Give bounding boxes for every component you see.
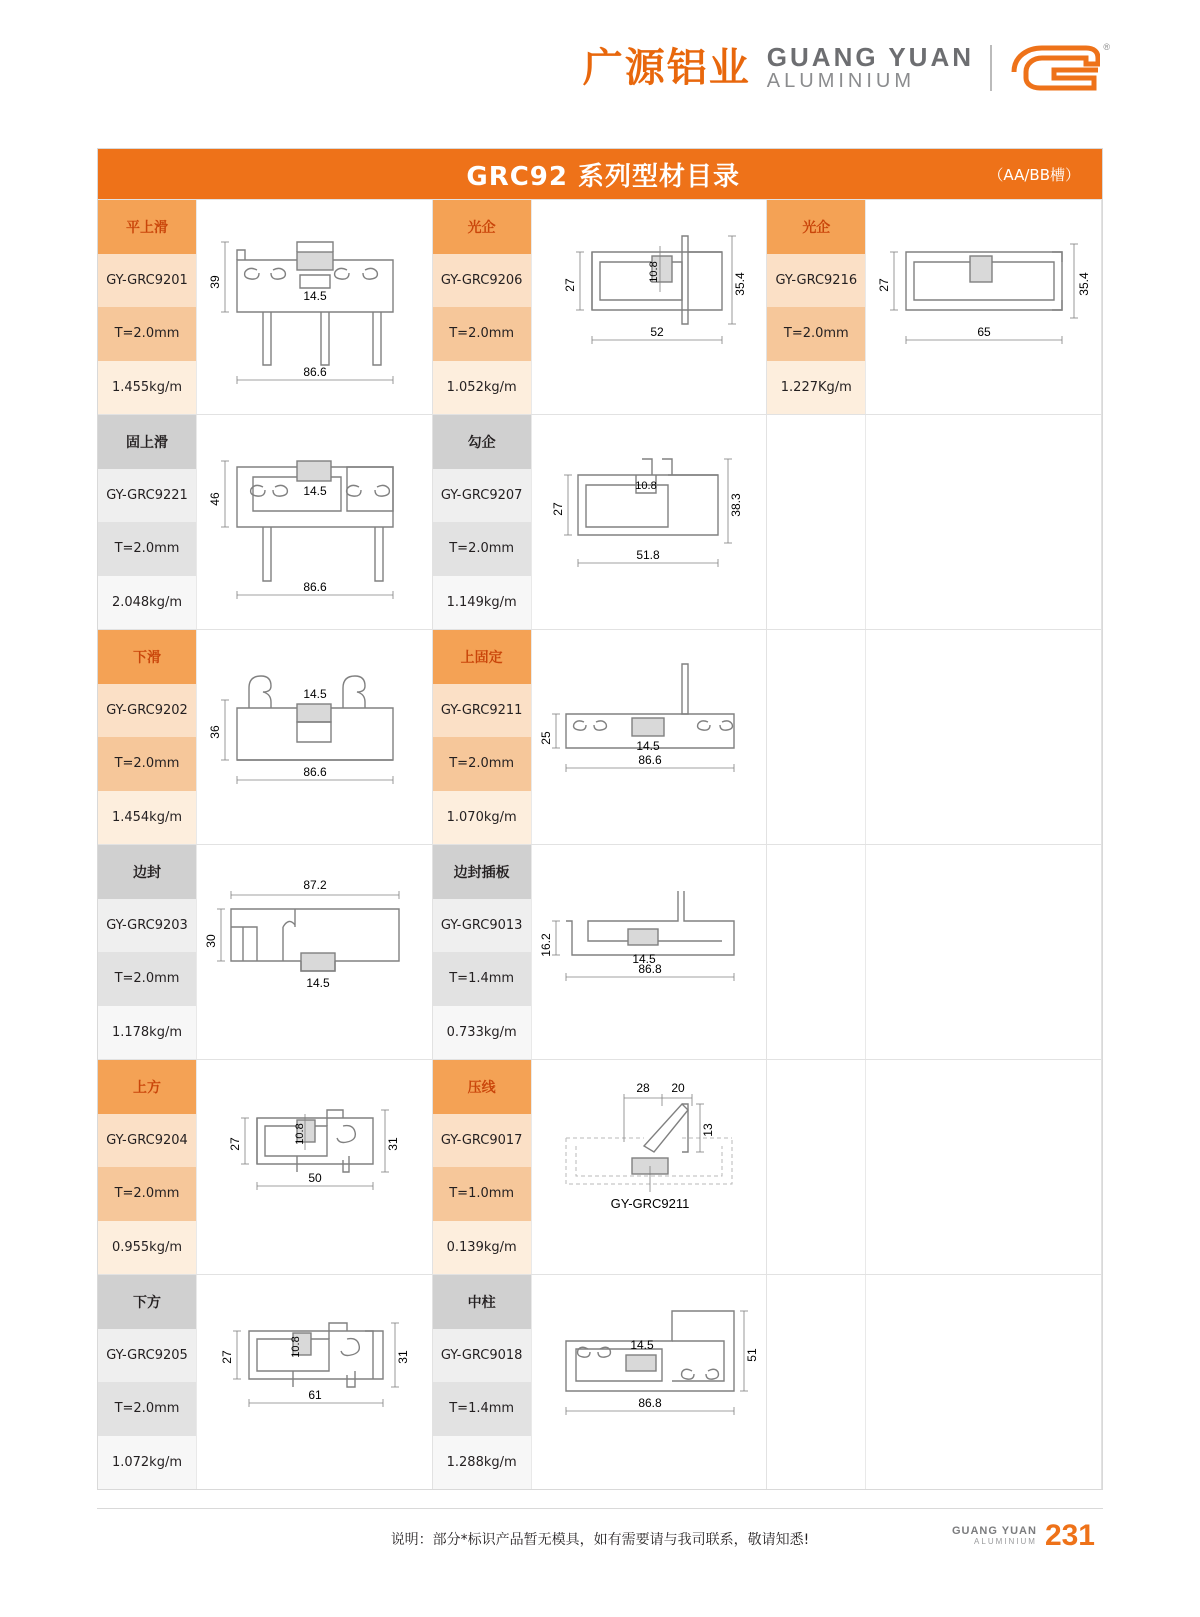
profile-drawing	[531, 200, 768, 414]
profile-cell-empty	[767, 845, 1102, 1059]
profile-cell	[433, 415, 768, 629]
profile-code: GY-GRC9017	[433, 1114, 531, 1168]
profile-thickness	[767, 1167, 865, 1221]
profile-thickness: T=2.0mm	[98, 1167, 196, 1221]
profile-thickness: T=2.0mm	[98, 522, 196, 576]
profile-weight	[767, 576, 865, 630]
profile-type-name: 下滑	[98, 630, 196, 684]
brand-en-line2: ALUMINIUM	[766, 70, 916, 93]
profile-cell-empty	[767, 415, 1102, 629]
svg-text:86.6: 86.6	[303, 580, 327, 594]
profile-weight: 1.227Kg/m	[767, 361, 865, 415]
svg-text:35.4: 35.4	[1077, 272, 1092, 296]
profile-weight: 1.288kg/m	[433, 1436, 531, 1490]
svg-text:13: 13	[700, 1123, 715, 1137]
svg-text:61: 61	[308, 1388, 322, 1402]
profile-labels	[98, 415, 196, 629]
footer-logo	[952, 1519, 1095, 1553]
logo-divider	[990, 45, 992, 91]
profile-code	[767, 1329, 865, 1383]
brand-name-cn: 广源铝业	[582, 45, 751, 91]
profile-drawing	[531, 415, 768, 629]
svg-text:38.3: 38.3	[728, 493, 743, 517]
profile-type-name: 平上滑	[98, 200, 196, 254]
profile-thickness: T=2.0mm	[98, 307, 196, 361]
svg-text:20: 20	[670, 1081, 685, 1095]
profile-thickness: T=1.0mm	[433, 1167, 531, 1221]
profile-code: GY-GRC9216	[767, 254, 865, 308]
svg-text:10.8: 10.8	[294, 1123, 306, 1145]
svg-text:46: 46	[208, 492, 222, 506]
profile-cell	[433, 1060, 768, 1274]
profile-weight: 1.072kg/m	[98, 1436, 196, 1490]
svg-text:65: 65	[977, 325, 991, 339]
profile-thickness	[767, 522, 865, 576]
brand-en-line1: GUANG YUAN	[766, 41, 974, 72]
profile-type-name: 光企	[767, 200, 865, 254]
registered-mark: ®	[1103, 42, 1110, 52]
profile-labels	[433, 630, 531, 844]
profile-thickness: T=2.0mm	[433, 737, 531, 791]
svg-text:52: 52	[649, 325, 664, 339]
profile-thickness: T=2.0mm	[433, 307, 531, 361]
profile-weight: 1.149kg/m	[433, 576, 531, 630]
profile-labels	[767, 415, 865, 629]
profile-labels	[767, 1275, 865, 1489]
table-row	[98, 414, 1102, 629]
svg-text:35.4: 35.4	[732, 272, 747, 296]
profile-drawing	[865, 1275, 1102, 1489]
table-title-bar	[98, 149, 1102, 199]
profile-labels	[433, 845, 531, 1059]
profile-type-name: 勾企	[433, 415, 531, 469]
profile-code	[767, 684, 865, 738]
profile-weight: 2.048kg/m	[98, 576, 196, 630]
profile-drawing	[196, 845, 433, 1059]
profile-weight	[767, 791, 865, 845]
svg-text:86.6: 86.6	[637, 753, 662, 767]
profile-drawing	[865, 845, 1102, 1059]
profile-thickness: T=1.4mm	[433, 952, 531, 1006]
profile-labels	[98, 845, 196, 1059]
profile-catalog-table	[97, 148, 1103, 1490]
svg-text:14.5: 14.5	[303, 289, 327, 303]
profile-drawing	[865, 415, 1102, 629]
profile-drawing	[531, 845, 768, 1059]
profile-drawing	[531, 630, 768, 844]
profile-weight: 0.139kg/m	[433, 1221, 531, 1275]
svg-text:50: 50	[308, 1171, 322, 1185]
profile-weight: 0.733kg/m	[433, 1006, 531, 1060]
profile-cell-empty	[767, 630, 1102, 844]
profile-weight	[767, 1006, 865, 1060]
svg-text:27: 27	[228, 1137, 242, 1151]
svg-text:39: 39	[208, 275, 222, 289]
profile-labels	[433, 1275, 531, 1489]
table-title: GRC92 系列型材目录	[466, 161, 741, 192]
profile-cell	[433, 200, 768, 414]
svg-text:86.8: 86.8	[637, 1396, 662, 1410]
profile-drawing	[196, 1275, 433, 1489]
profile-code: GY-GRC9203	[98, 899, 196, 953]
profile-drawing	[865, 630, 1102, 844]
profile-labels	[98, 200, 196, 414]
profile-code: GY-GRC9206	[433, 254, 531, 308]
profile-cell	[98, 1275, 433, 1489]
profile-type-name: 边封插板	[433, 845, 531, 899]
table-row	[98, 1274, 1102, 1489]
svg-text:14.5: 14.5	[306, 976, 330, 990]
profile-cell	[433, 845, 768, 1059]
svg-text:14.5: 14.5	[635, 739, 660, 753]
profile-type-name: 上固定	[433, 630, 531, 684]
profile-type-name	[767, 415, 865, 469]
svg-text:87.2: 87.2	[303, 878, 327, 892]
profile-labels	[433, 415, 531, 629]
svg-text:86.8: 86.8	[637, 962, 662, 976]
profile-code: GY-GRC9211	[433, 684, 531, 738]
profile-code: GY-GRC9018	[433, 1329, 531, 1383]
profile-labels	[98, 630, 196, 844]
profile-thickness: T=2.0mm	[98, 1382, 196, 1436]
profile-type-name	[767, 1275, 865, 1329]
svg-text:36: 36	[208, 725, 222, 739]
table-row	[98, 844, 1102, 1059]
svg-text:31: 31	[386, 1137, 400, 1151]
profile-code: GY-GRC9204	[98, 1114, 196, 1168]
svg-text:30: 30	[204, 934, 218, 948]
gr-monogram-icon	[1008, 42, 1110, 94]
profile-drawing	[196, 1060, 433, 1274]
svg-text:14.5: 14.5	[629, 1338, 654, 1352]
profile-thickness: T=1.4mm	[433, 1382, 531, 1436]
table-row	[98, 1059, 1102, 1274]
profile-thickness	[767, 737, 865, 791]
profile-labels	[98, 1060, 196, 1274]
profile-code: GY-GRC9221	[98, 469, 196, 523]
profile-drawing	[196, 415, 433, 629]
svg-text:14.5: 14.5	[303, 484, 327, 498]
profile-labels	[767, 200, 865, 414]
svg-text:86.6: 86.6	[303, 765, 327, 779]
footer-brand-line2: ALUMINIUM	[974, 1536, 1037, 1546]
profile-labels	[433, 200, 531, 414]
table-row	[98, 199, 1102, 414]
profile-thickness	[767, 952, 865, 1006]
svg-text:14.5: 14.5	[303, 687, 327, 701]
profile-cell	[98, 845, 433, 1059]
profile-thickness: T=2.0mm	[433, 522, 531, 576]
profile-type-name: 固上滑	[98, 415, 196, 469]
profile-weight: 1.454kg/m	[98, 791, 196, 845]
footer-note: 说明：部分*标识产品暂无模具，如有需要请与我司联系，敬请知悉!	[390, 1531, 810, 1548]
profile-weight: 0.955kg/m	[98, 1221, 196, 1275]
svg-text:86.6: 86.6	[303, 365, 327, 379]
profile-type-name: 上方	[98, 1060, 196, 1114]
profile-cell	[98, 630, 433, 844]
svg-text:16.2: 16.2	[538, 933, 553, 957]
svg-text:51: 51	[744, 1348, 759, 1362]
profile-drawing	[865, 1060, 1102, 1274]
profile-type-name	[767, 1060, 865, 1114]
profile-cell	[767, 200, 1102, 414]
svg-text:27: 27	[562, 278, 577, 292]
profile-labels	[767, 845, 865, 1059]
svg-text:28: 28	[635, 1081, 650, 1095]
svg-text:27: 27	[220, 1350, 234, 1364]
profile-thickness: T=2.0mm	[767, 307, 865, 361]
footer-brand-line1: GUANG YUAN	[951, 1525, 1037, 1538]
profile-drawing	[531, 1275, 768, 1489]
profile-type-name: 光企	[433, 200, 531, 254]
company-logo	[582, 41, 1110, 94]
profile-code	[767, 1114, 865, 1168]
profile-code	[767, 899, 865, 953]
profile-cell	[433, 630, 768, 844]
profile-thickness: T=2.0mm	[98, 952, 196, 1006]
page-number: 231	[1044, 1519, 1095, 1552]
profile-type-name: 压线	[433, 1060, 531, 1114]
svg-text:27: 27	[550, 502, 565, 516]
profile-code: GY-GRC9013	[433, 899, 531, 953]
profile-type-name: 下方	[98, 1275, 196, 1329]
svg-text:10.8: 10.8	[647, 261, 660, 283]
profile-cell	[98, 415, 433, 629]
svg-text:GY-GRC9211: GY-GRC9211	[610, 1196, 690, 1211]
profile-drawing	[531, 1060, 768, 1274]
svg-text:10.8: 10.8	[634, 480, 657, 492]
page-footer	[97, 1508, 1103, 1568]
profile-cell	[433, 1275, 768, 1489]
svg-text:10.8: 10.8	[290, 1336, 302, 1358]
profile-labels	[767, 630, 865, 844]
profile-weight	[767, 1436, 865, 1490]
svg-text:25: 25	[538, 731, 553, 745]
footer-brand-text	[952, 1526, 1037, 1546]
profile-labels	[98, 1275, 196, 1489]
profile-code: GY-GRC9205	[98, 1329, 196, 1383]
profile-labels	[433, 1060, 531, 1274]
profile-weight: 1.052kg/m	[433, 361, 531, 415]
profile-type-name: 边封	[98, 845, 196, 899]
svg-text:51.8: 51.8	[635, 548, 660, 562]
profile-drawing	[196, 200, 433, 414]
brand-name-en	[766, 41, 974, 93]
table-row	[98, 629, 1102, 844]
profile-thickness: T=2.0mm	[98, 737, 196, 791]
profile-weight: 1.455kg/m	[98, 361, 196, 415]
svg-text:27: 27	[877, 278, 892, 292]
profile-cell	[98, 1060, 433, 1274]
profile-weight	[767, 1221, 865, 1275]
table-title-note: （AA/BB槽）	[988, 165, 1080, 184]
svg-text:31: 31	[396, 1350, 410, 1364]
profile-code: GY-GRC9202	[98, 684, 196, 738]
profile-thickness	[767, 1382, 865, 1436]
profile-code: GY-GRC9201	[98, 254, 196, 308]
profile-cell-empty	[767, 1275, 1102, 1489]
profile-labels	[767, 1060, 865, 1274]
profile-type-name	[767, 630, 865, 684]
profile-weight: 1.178kg/m	[98, 1006, 196, 1060]
profile-cell	[98, 200, 433, 414]
profile-drawing	[196, 630, 433, 844]
profile-type-name: 中柱	[433, 1275, 531, 1329]
profile-type-name	[767, 845, 865, 899]
profile-cell-empty	[767, 1060, 1102, 1274]
profile-code	[767, 469, 865, 523]
profile-drawing	[865, 200, 1102, 414]
profile-weight: 1.070kg/m	[433, 791, 531, 845]
profile-grid	[98, 199, 1102, 1489]
profile-code: GY-GRC9207	[433, 469, 531, 523]
svg-text:14.5: 14.5	[631, 952, 656, 966]
